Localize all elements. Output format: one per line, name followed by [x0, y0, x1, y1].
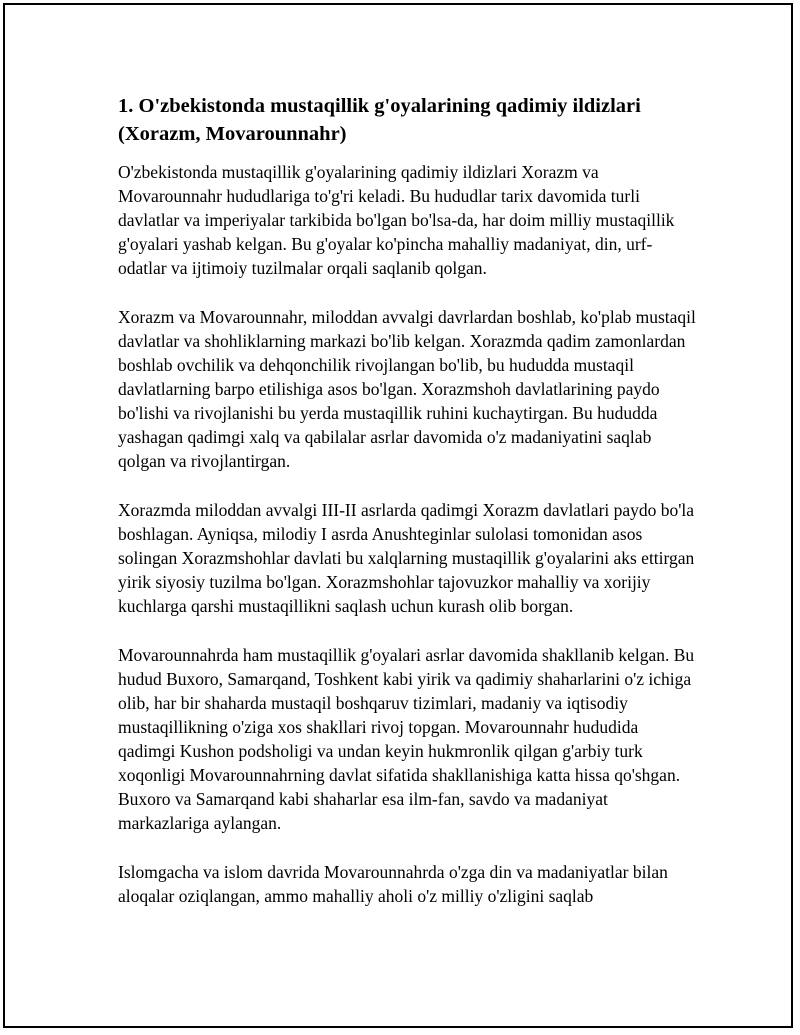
paragraph-4: Movarounnahrda ham mustaqillik g'oyalari asrlar davomida shakllanib kelgan. Bu hudud Buxoro, Samarqand, Toshkent kabi yirik va qadimiy shaharlarini o'z ichiga olib, har bir shaharda mustaqil boshqaruv tizimlari, madaniy va iqtisodiy mustaqillikning o'ziga xos shakllari rivoj topgan. Movarounnahr hududida qadimgi Kushon podsholigi va undan keyin hukmronlik qilgan g'arbiy turk xoqonligi Movarounnahrning davlat sifatida shakllanishiga katta hissa qo'shgan. Buxoro va Samarqand kabi shaharlar esa ilm-fan, savdo va madaniyat markazlariga aylangan.	[118, 645, 695, 833]
paragraph-3: Xorazmda miloddan avvalgi III-II asrlarda qadimgi Xorazm davlatlari paydo bo'la boshlagan. Ayniqsa, milodiy I asrda Anushteginlar sulolasi tomonidan asos solingan Xorazmshohlar davlati bu xalqlarning mustaqillik g'oyalarini aks ettirgan yirik siyosiy tuzilma bo'lgan. Xorazmshohlar tajovuzkor mahalliy va xorijiy kuchlarga qarshi mustaqillikni saqlash uchun kurash olib borgan.	[118, 500, 695, 616]
paragraph-5: Islomgacha va islom davrida Movarounnahrda o'zga din va madaniyatlar bilan aloqalar oziqlangan, ammo mahalliy aholi o'z milliy o'zligini saqlab	[118, 862, 668, 906]
section-heading: 1. O'zbekistonda mustaqillik g'oyalarining qadimiy ildizlari (Xorazm, Movarounnahr)	[118, 95, 641, 145]
paragraph-2: Xorazm va Movarounnahr, miloddan avvalgi davrlardan boshlab, ko'plab mustaqil davlatlar va shohliklarning markazi bo'lib kelgan. Xorazmda qadim zamonlardan boshlab ovchilik va dehqonchilik rivojlangan bo'lib, bu hududda mustaqil davlatlarning barpo etilishiga asos bo'lgan. Xorazmshoh davlatlarining paydo bo'lishi va rivojlanishi bu yerda mustaqillik ruhini kuchaytirgan. Bu hududda yashagan qadimgi xalq va qabilalar asrlar davomida o'z madaniyatini saqlab qolgan va rivojlantirgan.	[118, 307, 696, 471]
paragraph-1: O'zbekistonda mustaqillik g'oyalarining qadimiy ildizlari Xorazm va Movarounnahr hududlariga to'g'ri keladi. Bu hududlar tarix davomida turli davlatlar va imperiyalar tarkibida bo'lgan bo'lsa-da, har doim milliy mustaqillik g'oyalari yashab kelgan. Bu g'oyalar ko'pincha mahalliy madaniyat, din, urf-odatlar va ijtimoiy tuzilmalar orqali saqlanib qolgan.	[118, 162, 675, 278]
document-body	[118, 92, 698, 933]
